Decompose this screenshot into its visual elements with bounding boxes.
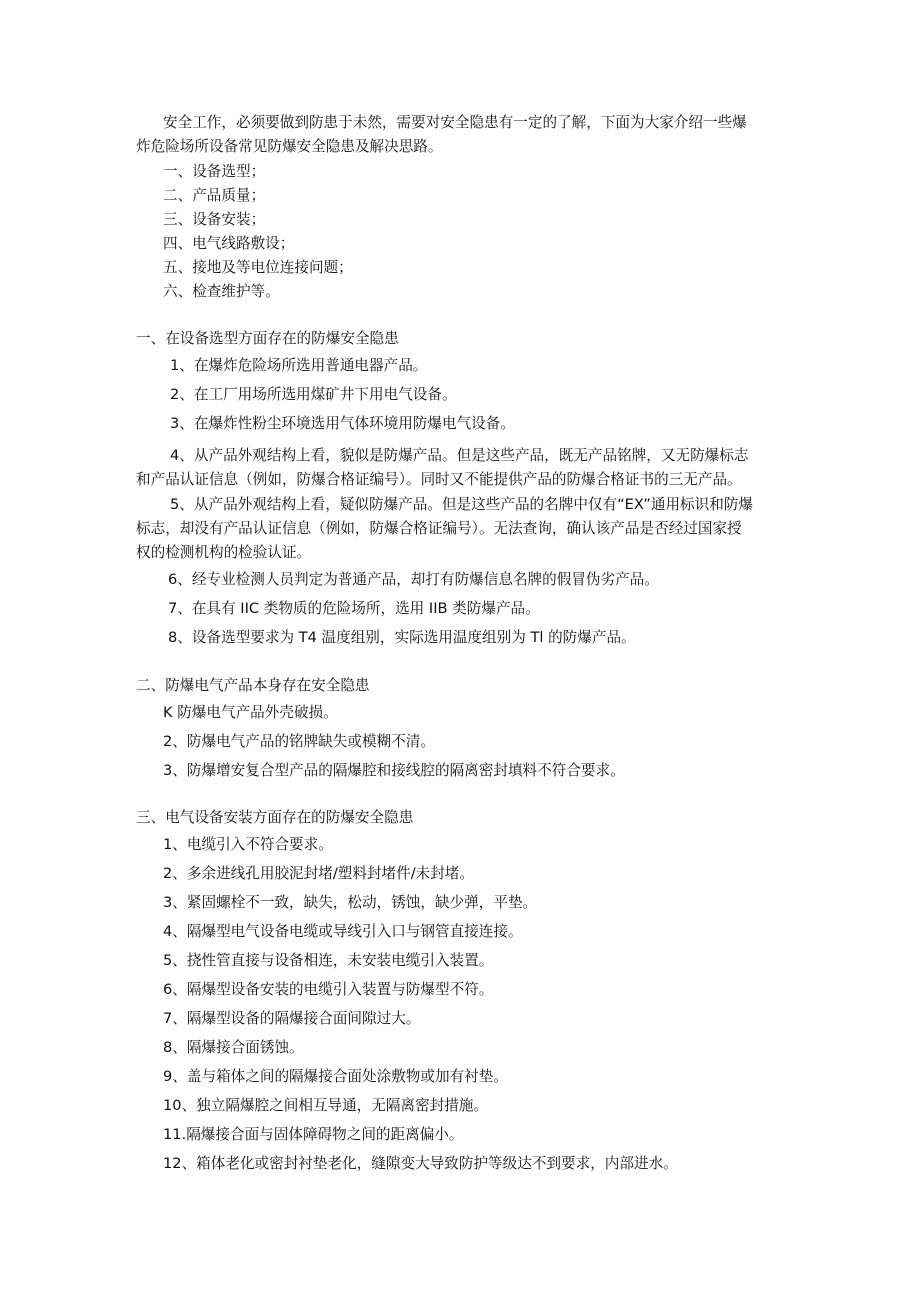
section-1-item: 7、在具有 IIC 类物质的危险场所，选用 IIB 类防爆产品。	[168, 600, 540, 617]
section-3-item: 7、隔爆型设备的隔爆接合面间隙过大。	[163, 1010, 421, 1027]
section-1-heading: 一、在设备选型方面存在的防爆安全隐患	[136, 330, 399, 347]
overview-item: 二、产品质量；	[163, 187, 266, 204]
section-2-heading: 二、防爆电气产品本身存在安全隐患	[136, 677, 370, 694]
section-1-item: 1、在爆炸危险场所选用普通电器产品。	[170, 357, 428, 374]
section-1-item: 4、从产品外观结构上看，貌似是防爆产品。但是这些产品，既无产品铭牌，又无防爆标志	[170, 447, 749, 464]
section-3-item: 9、盖与箱体之间的隔爆接合面处涂敷物或加有衬垫。	[163, 1068, 508, 1085]
section-2-item: 3、防爆增安复合型产品的隔爆腔和接线腔的隔离密封填料不符合要求。	[163, 762, 625, 779]
section-1-item: 2、在工厂用场所选用煤矿井下用电气设备。	[170, 386, 457, 403]
section-1-item: 8、设备选型要求为 T4 温度组别，实际选用温度组别为 Tl 的防爆产品。	[168, 629, 636, 646]
section-3-item: 12、箱体老化或密封衬垫老化，缝隙变大导致防护等级达不到要求，内部进水。	[163, 1155, 678, 1172]
overview-item: 四、电气线路敷设；	[163, 235, 295, 252]
section-3-item: 4、隔爆型电气设备电缆或导线引入口与钢管直接连接。	[163, 923, 523, 940]
intro-paragraph-line-2: 炸危险场所设备常见防爆安全隐患及解决思路。	[136, 138, 443, 155]
section-3-item: 1、电缆引入不符合要求。	[163, 836, 333, 853]
section-1-item-continuation: 权的检测机构的检验认证。	[136, 544, 312, 561]
section-3-item: 5、挠性管直接与设备相连，未安装电缆引入装置。	[163, 952, 494, 969]
overview-item: 三、设备安装；	[163, 211, 266, 228]
section-1-item-continuation: 和产品认证信息（例如，防爆合格证编号）。同时又不能提供产品的防爆合格证书的三无产品。	[136, 471, 742, 488]
section-3-item: 11.隔爆接合面与固体障碍物之间的距离偏小。	[163, 1126, 464, 1143]
section-2-item: 2、防爆电气产品的铭牌缺失或模糊不清。	[163, 733, 435, 750]
section-3-heading: 三、电气设备安装方面存在的防爆安全隐患	[136, 809, 414, 826]
section-1-item: 6、经专业检测人员判定为普通产品，却打有防爆信息名牌的假冒伪劣产品。	[168, 571, 659, 588]
overview-item: 一、设备选型；	[163, 163, 266, 180]
section-3-item: 10、独立隔爆腔之间相互导通，无隔离密封措施。	[163, 1097, 489, 1114]
section-3-item: 3、紧固螺栓不一致，缺失，松动，锈蚀，缺少弹，平垫。	[163, 894, 538, 911]
overview-item: 五、接地及等电位连接问题；	[163, 259, 353, 276]
section-1-item: 5、从产品外观结构上看，疑似防爆产品。但是这些产品的名牌中仅有“EX”通用标识和防爆	[170, 496, 754, 513]
section-3-item: 6、隔爆型设备安装的电缆引入装置与防爆型不符。	[163, 981, 494, 998]
section-2-item: K 防爆电气产品外壳破损。	[163, 704, 338, 721]
section-1-item: 3、在爆炸性粉尘环境选用气体环境用防爆电气设备。	[170, 415, 515, 432]
overview-item: 六、检查维护等。	[163, 283, 280, 300]
section-3-item: 8、隔爆接合面锈蚀。	[163, 1039, 304, 1056]
section-1-item-continuation: 标志，却没有产品认证信息（例如，防爆合格证编号）。无法查询，确认该产品是否经过国家授	[136, 520, 742, 537]
intro-paragraph-line-1: 安全工作，必须要做到防患于未然，需要对安全隐患有一定的了解，下面为大家介绍一些爆	[163, 114, 747, 131]
section-3-item: 2、多余进线孔用胶泥封堵/塑料封堵件/未封堵。	[163, 865, 474, 882]
